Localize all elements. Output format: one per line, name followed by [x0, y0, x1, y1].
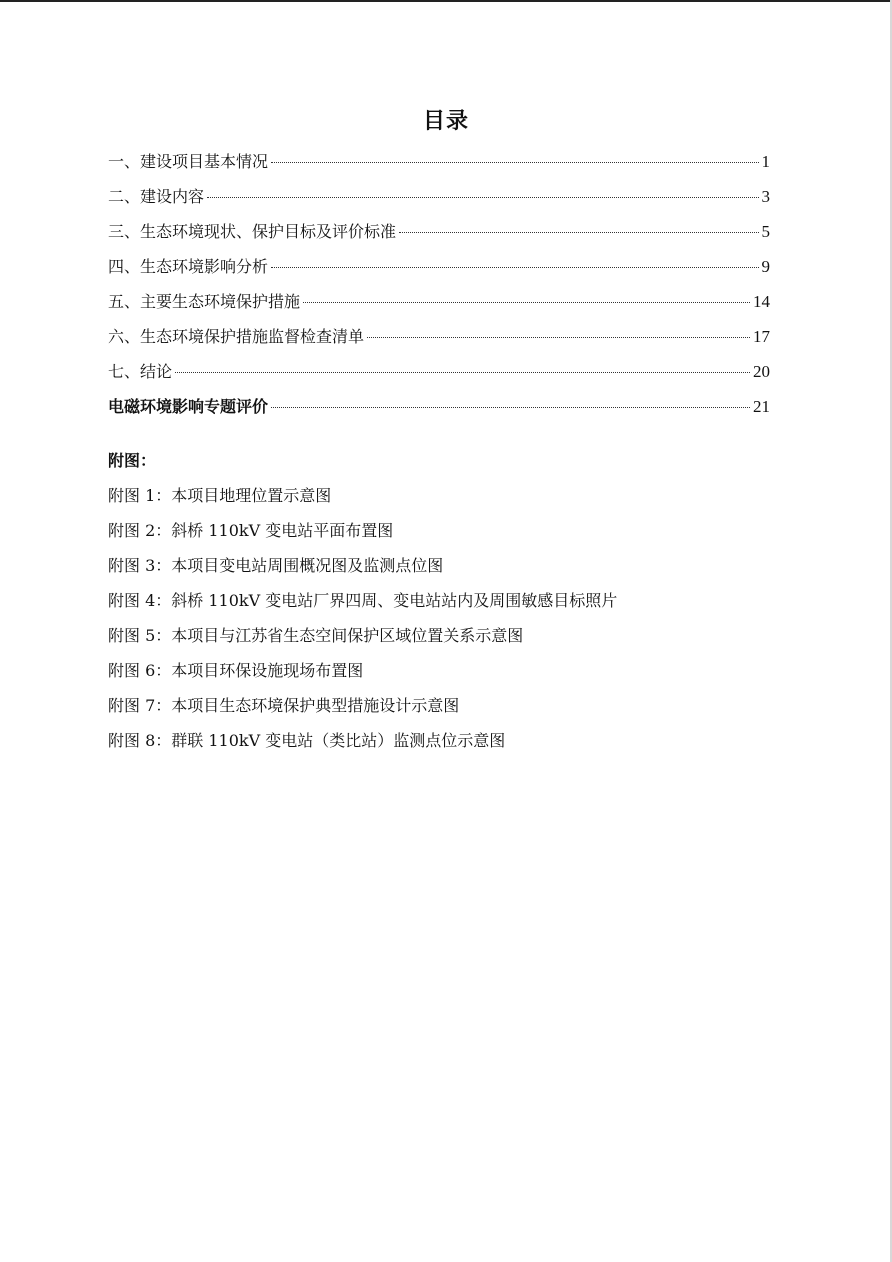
toc-dot-leader	[303, 302, 750, 303]
toc-dot-leader	[367, 337, 750, 338]
toc-entry-page: 3	[761, 187, 770, 206]
appendix-item: 附图 4：斜桥 110kV 变电站厂界四周、变电站站内及周围敏感目标照片	[108, 591, 618, 610]
toc-entry[interactable]	[108, 149, 770, 184]
toc-entry-page: 14	[753, 292, 770, 311]
toc-dot-leader	[207, 197, 758, 198]
toc-entry[interactable]	[108, 184, 770, 219]
appendix-item: 附图 3：本项目变电站周围概况图及监测点位图	[108, 556, 444, 575]
toc-entry-label: 七、结论	[108, 362, 173, 381]
toc-dot-leader	[175, 372, 750, 373]
toc-entry[interactable]	[108, 359, 770, 394]
appendix-heading: 附图：	[108, 451, 157, 470]
toc-dot-leader	[399, 232, 758, 233]
appendix-item: 附图 6：本项目环保设施现场布置图	[108, 661, 364, 680]
appendix-item: 附图 1：本项目地理位置示意图	[108, 486, 332, 505]
toc-entry[interactable]	[108, 254, 770, 289]
toc-entry-label: 六、生态环境保护措施监督检查清单	[108, 327, 365, 346]
toc-dot-leader	[271, 162, 758, 163]
toc-entry[interactable]	[108, 324, 770, 359]
toc-entry-label: 二、建设内容	[108, 187, 205, 206]
toc-entry[interactable]	[108, 394, 770, 429]
toc-entry[interactable]	[108, 289, 770, 324]
toc-entry-page: 1	[761, 152, 770, 171]
toc-entry-page: 9	[761, 257, 770, 276]
toc-entry-page: 21	[753, 397, 770, 416]
toc-dot-leader	[271, 407, 750, 408]
toc-entry-label: 电磁环境影响专题评价	[108, 397, 269, 416]
page-top-border	[0, 0, 892, 2]
appendix-item: 附图 7：本项目生态环境保护典型措施设计示意图	[108, 696, 460, 715]
appendix-item: 附图 5：本项目与江苏省生态空间保护区域位置关系示意图	[108, 626, 524, 645]
toc-entry-page: 5	[761, 222, 770, 241]
toc-entry-label: 五、主要生态环境保护措施	[108, 292, 301, 311]
toc-dot-leader	[271, 267, 758, 268]
toc-entry[interactable]	[108, 219, 770, 254]
appendix-figures-list	[108, 448, 808, 763]
toc-entry-label: 三、生态环境现状、保护目标及评价标准	[108, 222, 397, 241]
appendix-item: 附图 8：群联 110kV 变电站（类比站）监测点位示意图	[108, 731, 506, 750]
toc-list	[108, 149, 770, 429]
toc-entry-page: 20	[753, 362, 770, 381]
toc-entry-label: 一、建设项目基本情况	[108, 152, 269, 171]
toc-entry-label: 四、生态环境影响分析	[108, 257, 269, 276]
toc-title: 目录	[422, 109, 469, 134]
appendix-item: 附图 2：斜桥 110kV 变电站平面布置图	[108, 521, 394, 540]
toc-entry-page: 17	[753, 327, 770, 346]
